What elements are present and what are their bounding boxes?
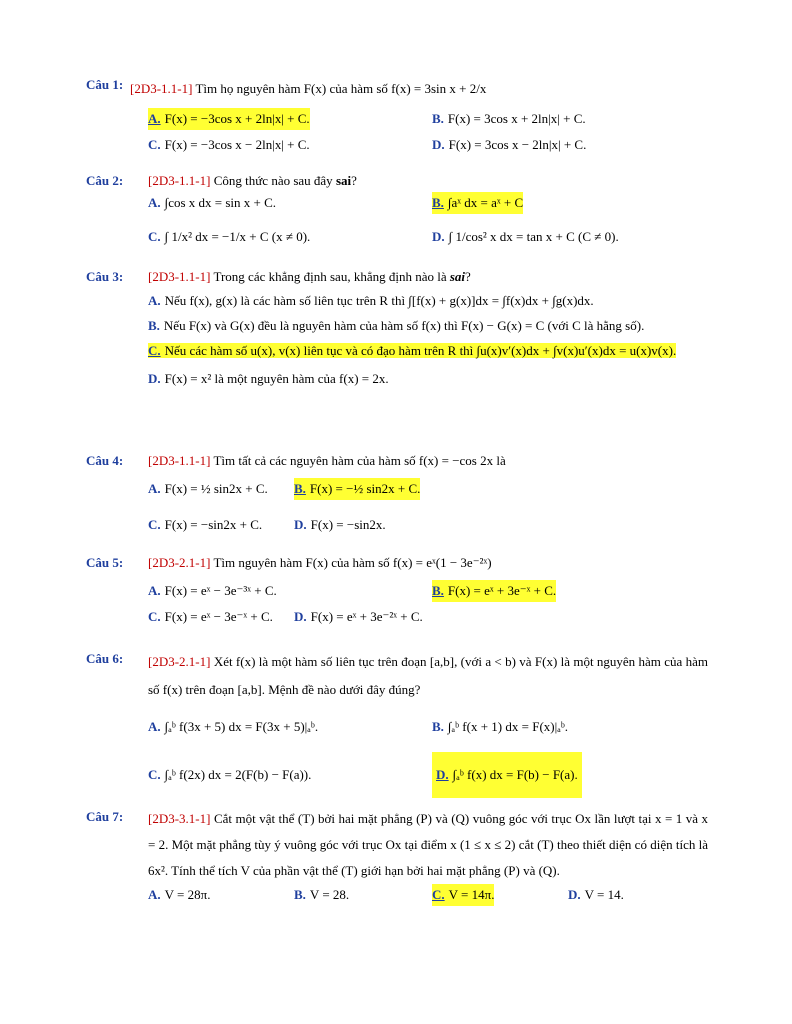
question-code: [2D3-2.1-1] xyxy=(148,555,211,570)
option-b[interactable]: B. Nếu F(x) và G(x) đều là nguyên hàm của hàm số f(x) thì F(x) − G(x) = C (với C là hằng số). xyxy=(148,318,645,333)
question-label: Câu 7: xyxy=(86,809,124,824)
option-c[interactable]: C. F(x) = −3cos x − 2ln|x| + C. xyxy=(148,137,310,152)
options-row xyxy=(148,108,708,134)
option-d[interactable]: D. F(x) = x² là một nguyên hàm của f(x) = 2x. xyxy=(148,371,389,386)
question-stem xyxy=(148,552,708,574)
option-c[interactable]: C. ∫ 1/x² dx = −1/x + C (x ≠ 0). xyxy=(148,229,311,244)
question-text: Tìm nguyên hàm F(x) của hàm số f(x) = eˣ(1 − 3e⁻²ˣ) xyxy=(213,555,492,570)
question-stem xyxy=(148,806,708,884)
option-c[interactable]: C. Nếu các hàm số u(x), v(x) liên tục và có đạo hàm trên R thì ∫u(x)v′(x)dx + ∫v(x)u′(x)dx = u(x)v(x). xyxy=(148,343,677,358)
question-2 xyxy=(86,170,708,262)
question-label: Câu 1: xyxy=(86,77,124,92)
question-text: Cắt một vật thể (T) bởi hai mặt phẳng (P) và (Q) vuông góc với trục Ox lần lượt tại x = 1 và x = 2. Một mặt phẳng tùy ý vuông góc với trục Ox tại điểm x (1 ≤ x ≤ 2) cắt (T) theo thiết diện có diện tích là 6x². Tính thể tích V của phần vật thể (T) giới hạn bởi hai mặt phẳng (P) và (Q). xyxy=(148,811,709,878)
question-stem: [2D3-1.1-1] Công thức nào sau đây sai? xyxy=(148,173,357,188)
option-a[interactable]: A. F(x) = ½ sin2x + C. xyxy=(148,481,268,496)
question-label: Câu 6: xyxy=(86,651,124,666)
emphasis-text: sai xyxy=(335,173,352,188)
question-code: [2D3-2.1-1] xyxy=(148,654,211,669)
question-code: [2D3-1.1-1] xyxy=(148,453,211,468)
option-d[interactable]: D. F(x) = eˣ + 3e⁻²ˣ + C. xyxy=(294,609,423,624)
options-row xyxy=(148,192,708,226)
option-b[interactable]: B. F(x) = eˣ + 3e⁻ˣ + C. xyxy=(432,580,556,602)
question-text: Tìm tất cả các nguyên hàm của hàm số f(x) = −cos 2x là xyxy=(213,453,506,468)
option-d[interactable]: D. ∫ 1/cos² x dx = tan x + C (C ≠ 0). xyxy=(432,229,619,244)
question-code: [2D3-3.1-1] xyxy=(148,811,211,826)
question-stem xyxy=(148,450,708,472)
emphasis-text: sai xyxy=(449,269,466,284)
options-row xyxy=(148,134,708,160)
option-a[interactable]: A. ∫cos x dx = sin x + C. xyxy=(148,195,277,210)
option-c[interactable]: C. V = 14π. xyxy=(432,884,494,906)
option-b[interactable]: B. F(x) = −½ sin2x + C. xyxy=(294,478,420,500)
question-label: Câu 2: xyxy=(86,173,124,188)
question-label: Câu 5: xyxy=(86,555,124,570)
options-row xyxy=(148,580,708,606)
question-7 xyxy=(86,806,708,910)
options-row xyxy=(148,226,708,262)
options-row xyxy=(148,708,708,752)
option-d[interactable]: D. V = 14. xyxy=(568,887,624,902)
options-row xyxy=(148,478,708,514)
question-stem: [2D3-1.1-1] Trong các khẳng định sau, khẳng định nào là sai? xyxy=(148,269,471,284)
question-label: Câu 4: xyxy=(86,453,124,468)
question-5 xyxy=(86,552,708,632)
question-6 xyxy=(86,648,708,800)
option-b[interactable]: B. V = 28. xyxy=(294,887,350,902)
options-row xyxy=(148,514,708,540)
question-stem xyxy=(130,74,708,104)
option-c[interactable]: C. ∫ₐᵇ f(2x) dx = 2(F(b) − F(a)). xyxy=(148,767,312,782)
option-d[interactable]: D. F(x) = −sin2x. xyxy=(294,517,386,532)
options-row xyxy=(148,606,708,632)
option-d[interactable]: D. F(x) = 3cos x − 2ln|x| + C. xyxy=(432,137,587,152)
question-4 xyxy=(86,450,708,540)
question-3 xyxy=(86,266,708,394)
option-d[interactable]: D. ∫ₐᵇ f(x) dx = F(b) − F(a). xyxy=(432,752,582,798)
option-b[interactable]: B. ∫aˣ dx = aˣ + C xyxy=(432,192,523,214)
option-b[interactable]: B. ∫ₐᵇ f(x + 1) dx = F(x)|ₐᵇ. xyxy=(432,719,569,734)
options-row xyxy=(148,752,708,800)
question-stem xyxy=(148,648,708,704)
option-a[interactable]: A. V = 28π. xyxy=(148,887,211,902)
question-code: [2D3-1.1-1] xyxy=(148,269,211,284)
question-text: Xét f(x) là một hàm số liên tục trên đoạn [a,b], (với a < b) và F(x) là một nguyên hàm của hàm số f(x) trên đoạn [a,b]. Mệnh đề nào dưới đây đúng? xyxy=(148,654,709,697)
option-a[interactable]: A. Nếu f(x), g(x) là các hàm số liên tục trên R thì ∫[f(x) + g(x)]dx = ∫f(x)dx + ∫g(x)dx. xyxy=(148,293,594,308)
option-b[interactable]: B. F(x) = 3cos x + 2ln|x| + C. xyxy=(432,111,586,126)
option-c[interactable]: C. F(x) = −sin2x + C. xyxy=(148,517,263,532)
option-c[interactable]: C. F(x) = eˣ − 3e⁻ˣ + C. xyxy=(148,609,273,624)
option-a[interactable]: A. ∫ₐᵇ f(3x + 5) dx = F(3x + 5)|ₐᵇ. xyxy=(148,719,319,734)
question-code: [2D3-1.1-1] xyxy=(130,81,193,96)
options-row xyxy=(148,884,708,910)
question-label: Câu 3: xyxy=(86,269,124,284)
question-code: [2D3-1.1-1] xyxy=(148,173,211,188)
question-text: Tìm họ nguyên hàm F(x) của hàm số f(x) = 3sin x + 2/x xyxy=(195,81,487,96)
option-a[interactable]: A. F(x) = −3cos x + 2ln|x| + C. xyxy=(148,108,310,130)
question-1 xyxy=(86,74,708,160)
option-a[interactable]: A. F(x) = eˣ − 3e⁻³ˣ + C. xyxy=(148,583,277,598)
